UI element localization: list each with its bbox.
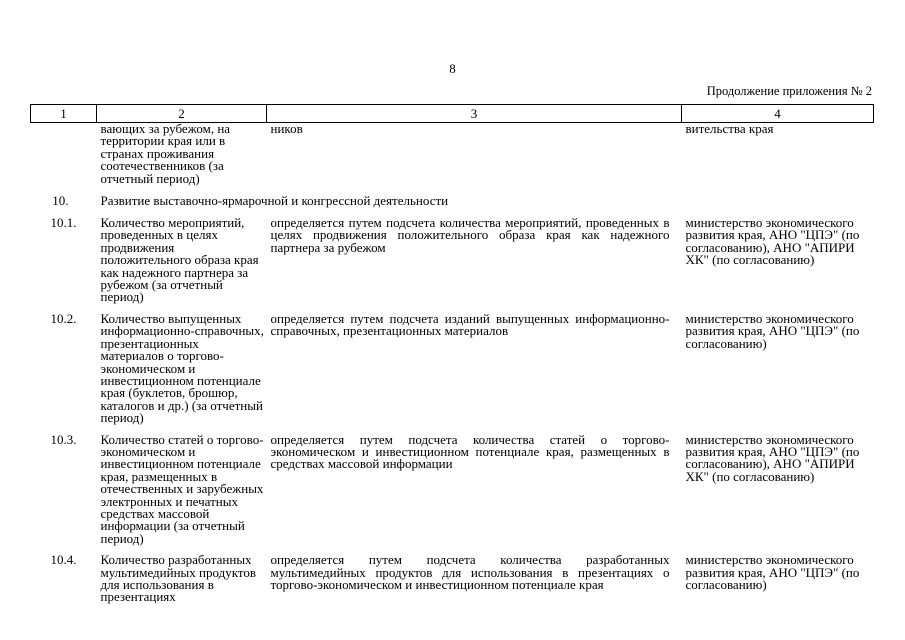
row-method: определяется путем подсчета количества разработанных мультимедийных продуктов для использования в презентациях о торгово-экономическом и инвестиционном потенциале края: [270, 552, 670, 592]
row-responsible: министерство экономического развития края, АНО "ЦПЭ" (по согласованию), АНО "АПИРИ ХК" (по согласованию): [685, 431, 860, 484]
header-col-4: 4: [682, 105, 874, 123]
row-number: 10.2.: [50, 310, 77, 326]
carryover-row: [31, 123, 874, 186]
section-number: 10.: [52, 193, 69, 209]
row-indicator: Количество статей о торгово-экономическом и инвестиционном потенциале края, размещенных в отечественных и зарубежных электронных и печатных средствах массовой информации (за отчетный период): [100, 431, 264, 546]
row-responsible: министерство экономического развития края, АНО "ЦПЭ" (по согласованию): [685, 552, 860, 592]
table-header-row: [31, 105, 874, 123]
header-col-2: 2: [97, 105, 267, 123]
row-indicator: Количество выпущенных информационно-справочных, презентационных материалов о торгово-экономическом и инвестиционном потенциале края (буклетов, брошюр, каталогов и др.) (за отчетный период): [100, 310, 264, 426]
continuation-note: Продолжение приложения № 2: [706, 84, 872, 98]
page-number: 8: [449, 61, 456, 76]
section-title: Развитие выставочно-ярмарочной и конгрессной деятельности: [100, 193, 449, 209]
row-indicator: Количество мероприятий, проведенных в целях продвижения положительного образа края как надежного партнера за рубежом (за отчетный период): [100, 215, 259, 305]
row-method: определяется путем подсчета изданий выпущенных информационно-справочных, презентационных материалов: [270, 310, 670, 339]
table-row: [31, 313, 874, 425]
header-col-3: 3: [267, 105, 682, 123]
carryover-indicator: вающих за рубежом, на территории края или в странах проживания соотечественников (за отчетный период): [100, 121, 231, 186]
row-responsible: министерство экономического развития края, АНО "ЦПЭ" (по согласованию), АНО "АПИРИ ХК" (по согласованию): [685, 215, 860, 268]
row-number: 10.1.: [50, 215, 77, 231]
header-col-1: 1: [31, 105, 97, 123]
carryover-method: ников: [270, 121, 303, 136]
table-row: [31, 554, 874, 604]
section-row: [31, 194, 874, 208]
row-number: 10.4.: [50, 552, 77, 568]
row-method: определяется путем подсчета количества мероприятий, проведенных в целях продвижения положительного образа края как надежного партнера за рубежом: [270, 215, 670, 255]
carryover-responsible: вительства края: [685, 121, 774, 136]
table-row: [31, 434, 874, 546]
row-number: 10.3.: [50, 431, 77, 447]
row-responsible: министерство экономического развития края, АНО "ЦПЭ" (по согласованию): [685, 310, 860, 351]
carryover-num: [31, 123, 97, 186]
row-indicator: Количество разработанных мультимедийных продуктов для использования в презентациях: [100, 552, 256, 605]
table-row: [31, 217, 874, 304]
appendix-table: [30, 104, 874, 604]
row-method: определяется путем подсчета количества статей о торгово-экономическом и инвестиционном потенциале края, размещенных в средствах массовой информации: [270, 431, 670, 472]
